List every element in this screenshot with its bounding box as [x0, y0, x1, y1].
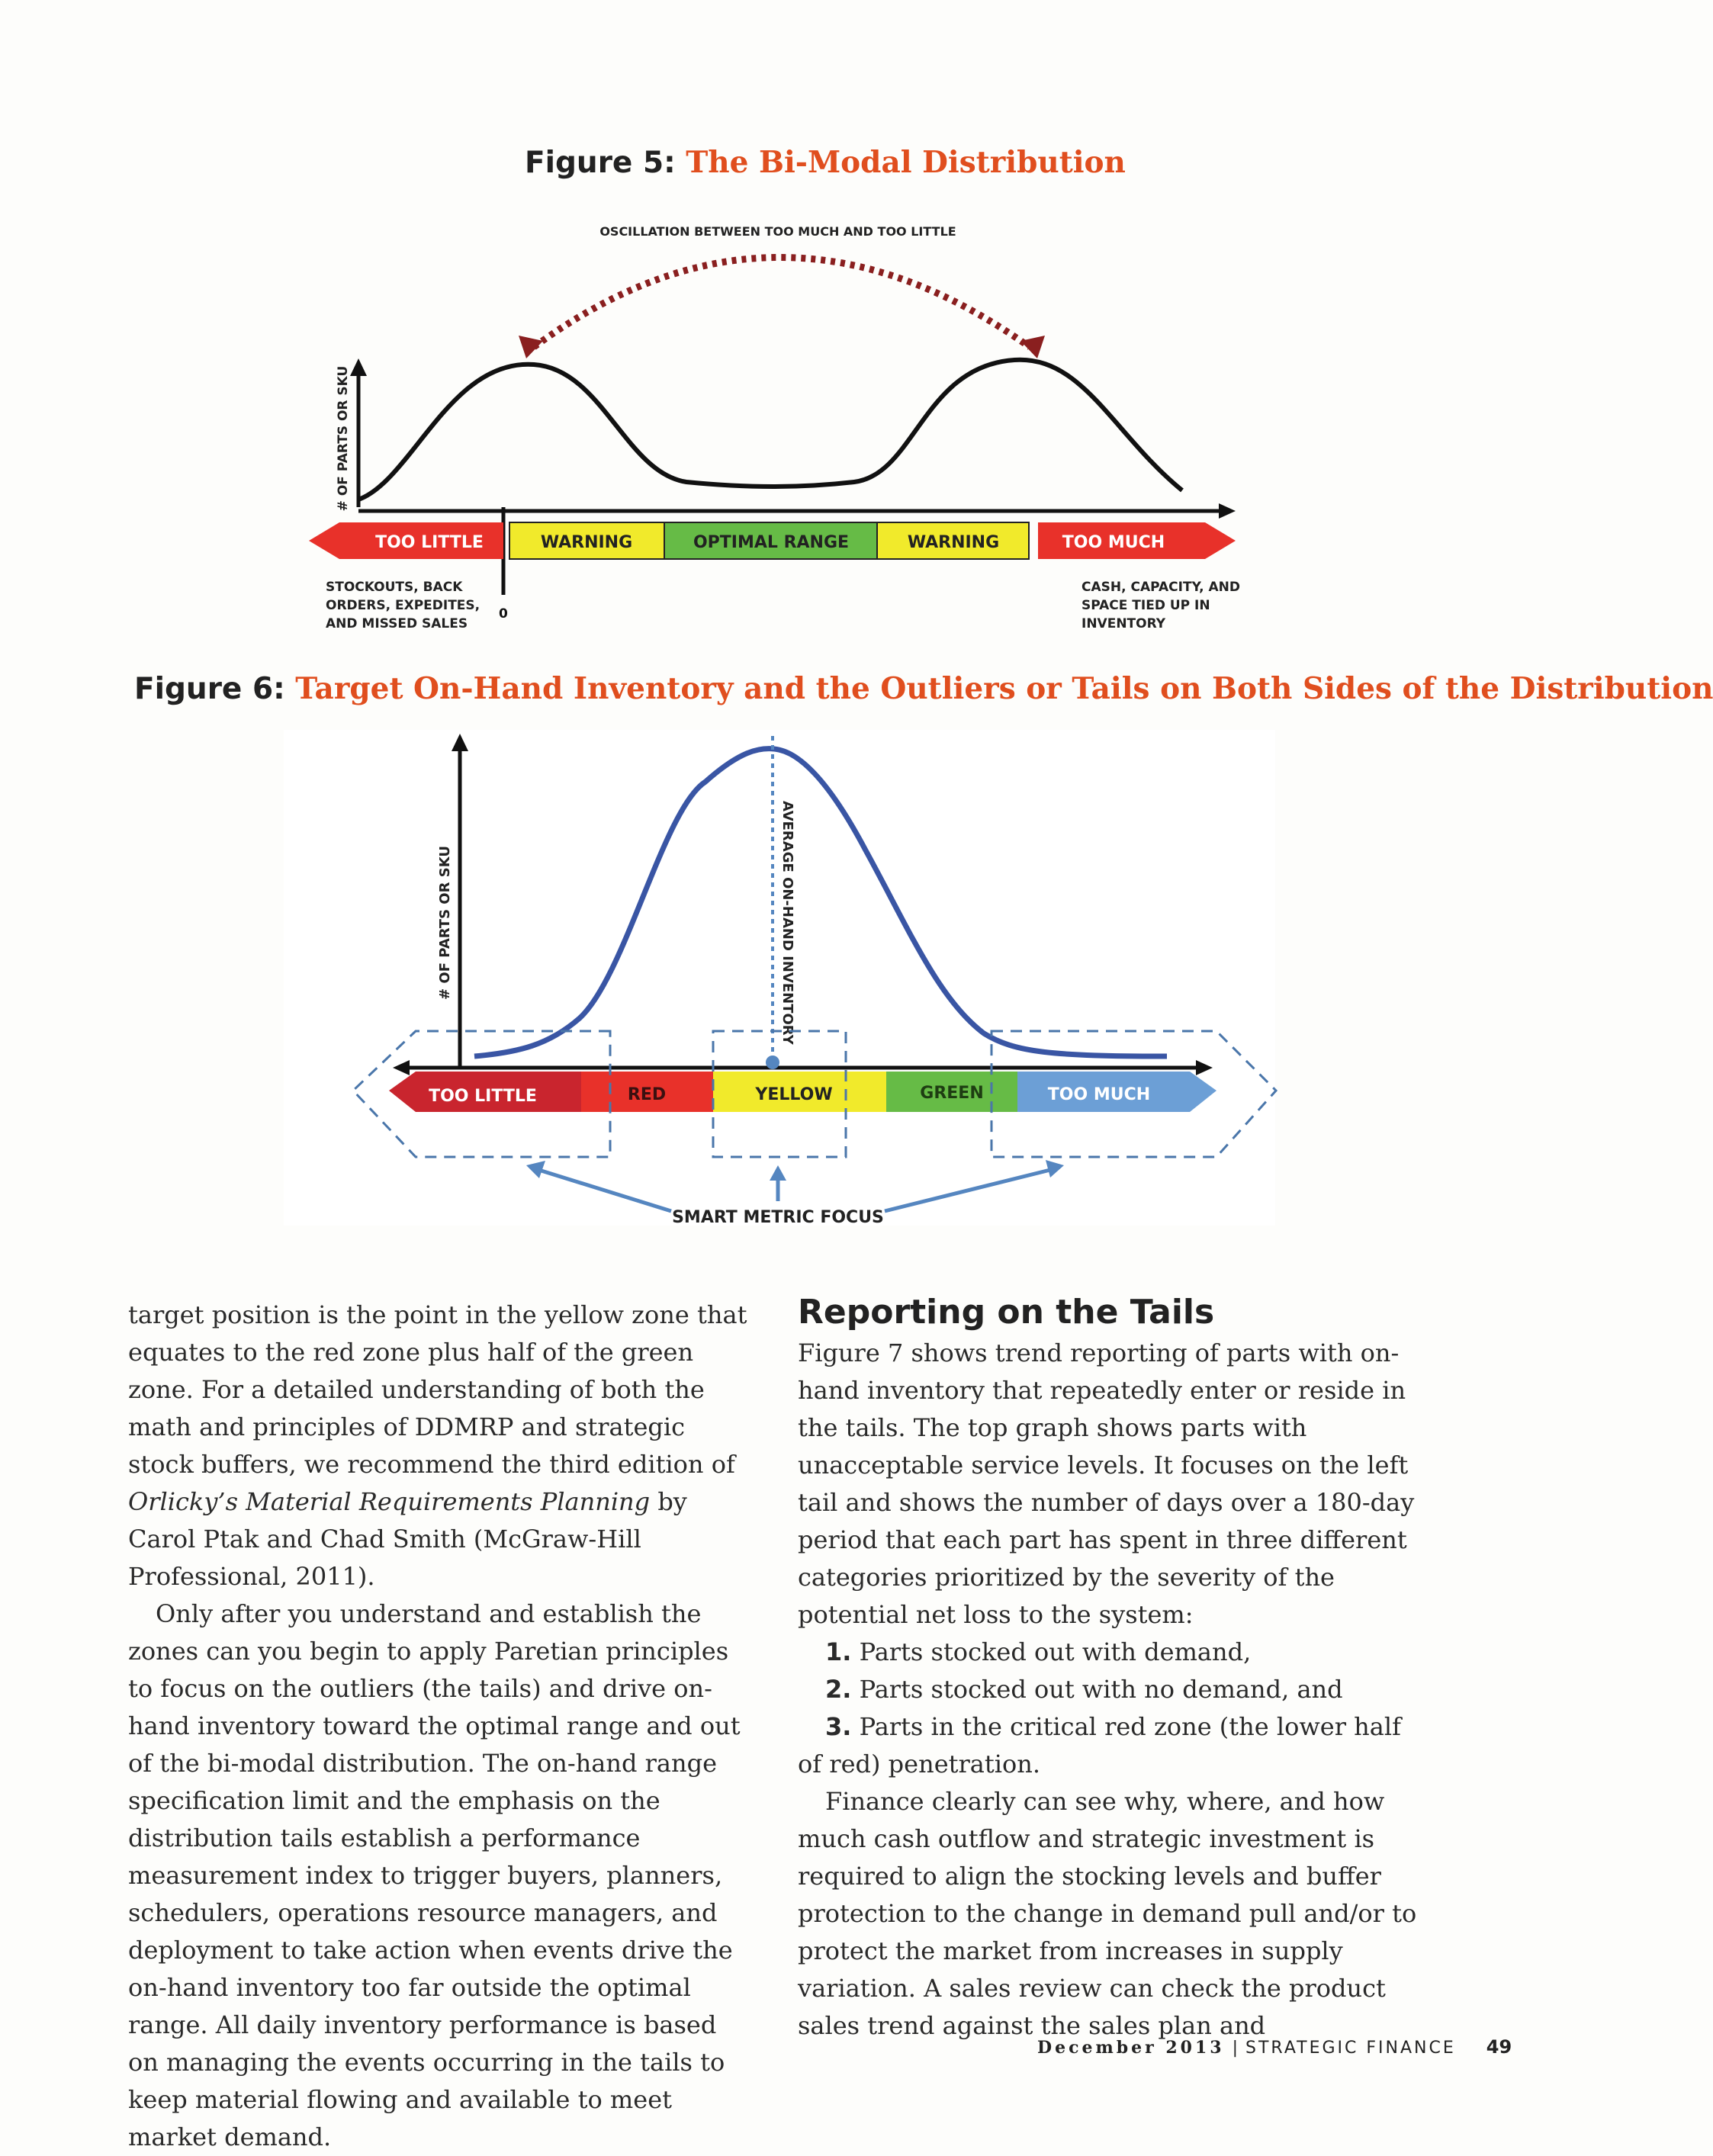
footer-separator: | — [1232, 2039, 1239, 2058]
list-item-text: Parts stocked out with no demand, and — [859, 1675, 1343, 1704]
zone-label-too-little: TOO LITTLE — [375, 533, 484, 552]
right-paragraph-1: Figure 7 shows trend reporting of parts with on-hand inventory that repeatedly enter or reside in the tails. The top graph shows parts with unacceptable service levels. It focuses on the left tail and shows the number of days over a 180-day period that each part has spent in three different categories prioritized by the severity of the potential net loss to the system: — [798, 1338, 1415, 1629]
average-label: AVERAGE ON-HAND INVENTORY — [779, 801, 795, 1045]
zone-label-too-much: TOO MUCH — [1047, 1085, 1151, 1104]
list-item — [798, 1634, 1423, 1671]
figure5-title-text: The Bi-Modal Distribution — [686, 145, 1126, 180]
oscillation-arrow — [534, 258, 1030, 348]
y-axis-label: # OF PARTS OR SKU — [437, 846, 453, 1000]
list-item-number: 1. — [825, 1637, 852, 1666]
left-note-line-1: STOCKOUTS, BACK — [326, 580, 463, 595]
section-heading: Reporting on the Tails — [798, 1293, 1215, 1332]
figure5-label: Figure 5: — [525, 146, 676, 180]
right-note-line-3: INVENTORY — [1081, 616, 1166, 631]
right-note-line-1: CASH, CAPACITY, AND — [1081, 580, 1240, 595]
right-note-line-2: SPACE TIED UP IN — [1081, 598, 1210, 613]
y-axis-label: # OF PARTS OR SKU — [336, 365, 351, 512]
average-marker — [766, 1056, 779, 1069]
figure5-title — [525, 145, 1126, 180]
footer-magazine: STRATEGIC FINANCE — [1245, 2039, 1456, 2058]
left-p1-text-b: by Carol Ptak and Chad Smith (McGraw-Hill Professional, 2011). — [128, 1487, 687, 1591]
list-item-number: 3. — [825, 1712, 852, 1741]
left-paragraph-1 — [128, 1296, 754, 1595]
left-paragraph-2: Only after you understand and establish the zones can you begin to apply Paretian principles to focus on the outliers (the tails) and drive on-hand inventory toward the optimal range and out of the bi-modal distribution. The on-hand range specification limit and the emphasis on the distribution tails establish a performance measurement index to trigger buyers, planners, schedulers, operations resource managers, and deployment to take action when events drive the on-hand inventory too far outside the optimal range. All daily inventory performance is based on managing the events occurring in the tails to keep material flowing and available to meet market demand. — [128, 1599, 741, 2151]
list-item-text: Parts stocked out with demand, — [859, 1637, 1252, 1666]
x-axis-arrowhead — [1219, 503, 1236, 519]
figure6-title — [134, 671, 1713, 706]
footer-date: December 2013 — [1037, 2038, 1225, 2058]
list-item-text: Parts in the critical red zone (the lower half of red) penetration. — [798, 1712, 1401, 1778]
oscillation-label: OSCILLATION BETWEEN TOO MUCH AND TOO LITTLE — [599, 224, 956, 239]
left-note-line-3: AND MISSED SALES — [326, 616, 468, 631]
page-footer — [1037, 2036, 1512, 2058]
right-column — [798, 1292, 1423, 2045]
left-p1-text-a: target position is the point in the yellow zone that equates to the red zone plus half of the green zone. For a detailed understanding of both the math and principles of DDMRP and strategic stock buffers, we recommend the third edition of — [128, 1300, 747, 1479]
figure6-chart — [0, 725, 1562, 1243]
left-note-line-2: ORDERS, EXPEDITES, — [326, 598, 480, 613]
left-column — [128, 1296, 754, 2156]
zone-label-too-much: TOO MUCH — [1062, 533, 1165, 552]
zone-label-warning-left: WARNING — [540, 533, 633, 552]
list-item — [798, 1671, 1423, 1708]
bimodal-curve — [358, 360, 1182, 500]
figure5-chart — [0, 206, 1562, 648]
zone-label-optimal: OPTIMAL RANGE — [693, 533, 850, 552]
zone-label-yellow: YELLOW — [755, 1085, 833, 1104]
zone-label-green: GREEN — [920, 1084, 984, 1103]
focus-label: SMART METRIC FOCUS — [672, 1208, 884, 1227]
list-item — [798, 1708, 1423, 1783]
figure6-background — [284, 730, 1275, 1226]
figure6-title-text: Target On-Hand Inventory and the Outliers or Tails on Both Sides of the Distribution — [295, 671, 1713, 706]
zero-label: 0 — [499, 606, 508, 622]
list-item-number: 2. — [825, 1675, 852, 1704]
y-axis-arrowhead — [350, 358, 367, 376]
zone-label-red: RED — [627, 1085, 667, 1104]
zone-label-too-little: TOO LITTLE — [429, 1087, 537, 1106]
page-number: 49 — [1486, 2036, 1512, 2058]
zone-label-warning-right: WARNING — [907, 533, 1000, 552]
figure6-label: Figure 6: — [134, 672, 285, 706]
book-title: Orlicky’s Material Requirements Planning — [128, 1487, 651, 1516]
right-paragraph-2: Finance clearly can see why, where, and how much cash outflow and strategic investment is required to align the stocking levels and buffer protection to the change in demand pull and/or to protect the market from increases in supply variation. A sales review can check the product sales trend against the sales plan and — [798, 1787, 1417, 2040]
